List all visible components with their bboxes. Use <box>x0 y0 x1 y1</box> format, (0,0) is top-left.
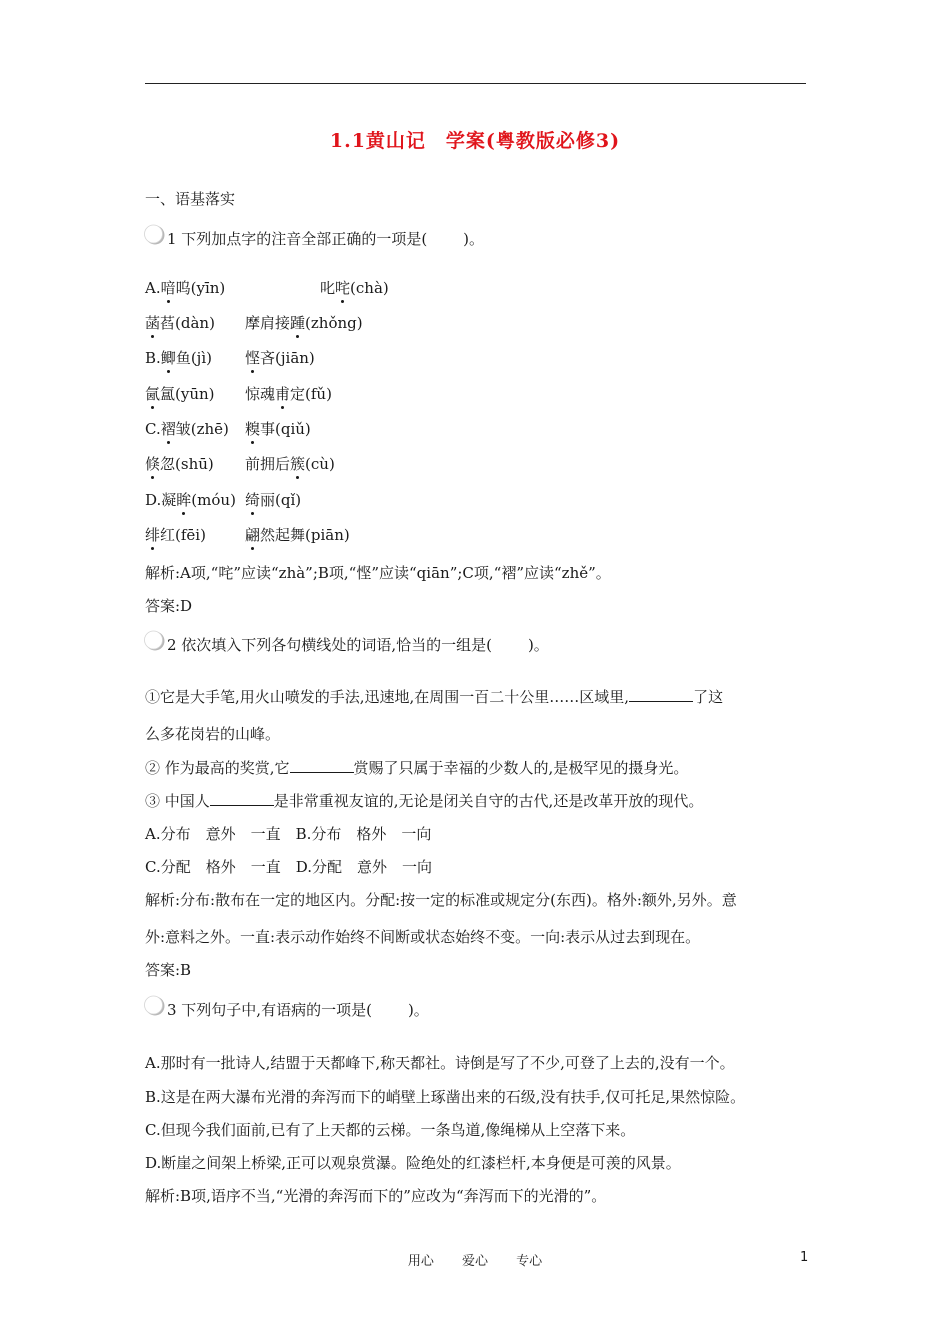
q1-option-d-word3: 绯红(fēi) <box>145 526 206 544</box>
q1-option-d-word1: D.凝眸(móu) <box>145 491 236 509</box>
question-3-stem: 3 下列句子中,有语病的一项是( )。 <box>167 1001 429 1019</box>
q1-option-b-word1: B.鲫鱼(jì) <box>145 349 212 367</box>
q2-answer: 答案:B <box>145 961 192 979</box>
q3-option-a: A.那时有一批诗人,结盟于天都峰下,称天都社。诗倒是写了不少,可登了上去的,没有一个。 <box>145 1054 735 1072</box>
question-1-stem: 1 下列加点字的注音全部正确的一项是( )。 <box>167 230 485 248</box>
q3-option-b: B.这是在两大瀑布光滑的奔泻而下的峭壁上琢凿出来的石级,没有扶手,仅可托足,果然惊险。 <box>145 1088 746 1106</box>
page-title: 1.1黄山记 学案(粤教版必修3) <box>329 130 621 152</box>
footer-text: 爱心 <box>461 1254 488 1269</box>
q2-sentence-3: ③ 中国人 是非常重视友谊的,无论是闭关自守的古代,还是改革开放的现代。 <box>145 792 704 810</box>
question-2-stem: 2 依次填入下列各句横线处的词语,恰当的一组是( )。 <box>167 636 549 654</box>
q2-sentence-2: ② 作为最高的奖赏,它 赏赐了只属于幸福的少数人的,是极罕见的摄身光。 <box>145 759 689 777</box>
q3-analysis: 解析:B项,语序不当,“光滑的奔泻而下的”应改为“奔泻而下的光滑的”。 <box>145 1187 607 1205</box>
section-heading: 一、语基落实 <box>145 190 236 208</box>
q1-option-c-word1: C.褶皱(zhē) <box>145 420 229 438</box>
q2-options-cd: C.分配 格外 一直 D.分配 意外 一向 <box>145 858 432 876</box>
q1-option-d-word2: 绮丽(qǐ) <box>245 491 302 509</box>
q1-option-a-word3: 菡萏(dàn) <box>145 314 215 332</box>
q1-analysis: 解析:A项,“咤”应读“zhà”;B项,“悭”应读“qiān”;C项,“褶”应读“zhě”。 <box>145 564 611 582</box>
question-marker-icon <box>143 630 165 652</box>
q1-option-b-word2: 悭吝(jiān) <box>245 349 315 367</box>
q2-analysis-line1: 解析:分布:散布在一定的地区内。分配:按一定的标准或规定分(东西)。格外:额外,另外。意 <box>145 891 737 909</box>
fill-blank <box>629 687 693 702</box>
footer-text: 用心 <box>407 1254 434 1269</box>
q1-option-a-word2: 叱咤(chà) <box>320 279 389 297</box>
question-marker-icon <box>143 995 165 1017</box>
q3-option-c: C.但现今我们面前,已有了上天都的云梯。一条鸟道,像绳梯从上空落下来。 <box>145 1121 636 1139</box>
q2-sentence-1-cont: 么多花岗岩的山峰。 <box>145 725 281 743</box>
q1-option-c-word3: 倏忽(shū) <box>145 455 214 473</box>
q1-option-c-word4: 前拥后簇(cù) <box>245 455 335 473</box>
q2-options-ab: A.分布 意外 一直 B.分布 格外 一向 <box>145 825 432 843</box>
header-rule <box>145 83 806 84</box>
q1-option-b-word3: 氤氲(yūn) <box>145 385 215 403</box>
q2-analysis-line2: 外:意料之外。一直:表示动作始终不间断或状态始终不变。一向:表示从过去到现在。 <box>145 928 701 946</box>
footer-text: 专心 <box>516 1254 543 1269</box>
q3-option-d: D.断崖之间架上桥梁,正可以观泉赏瀑。险绝处的红漆栏杆,本身便是可羡的风景。 <box>145 1154 681 1172</box>
question-marker-icon <box>143 224 165 246</box>
q2-sentence-1: ①它是大手笔,用火山喷发的手法,迅速地,在周围一百二十公里……区域里, 了这 <box>145 688 724 706</box>
q1-option-d-word4: 翩然起舞(piān) <box>245 526 350 544</box>
q1-option-b-word4: 惊魂甫定(fǔ) <box>245 385 332 403</box>
q1-option-a-word4: 摩肩接踵(zhǒng) <box>245 314 363 332</box>
q1-answer: 答案:D <box>145 597 193 615</box>
page-number: 1 <box>800 1250 809 1265</box>
fill-blank <box>210 791 274 806</box>
fill-blank <box>290 758 354 773</box>
q1-option-a-line1: A.喑呜(yīn) <box>145 279 226 297</box>
q1-option-c-word2: 糗事(qiǔ) <box>245 420 311 438</box>
